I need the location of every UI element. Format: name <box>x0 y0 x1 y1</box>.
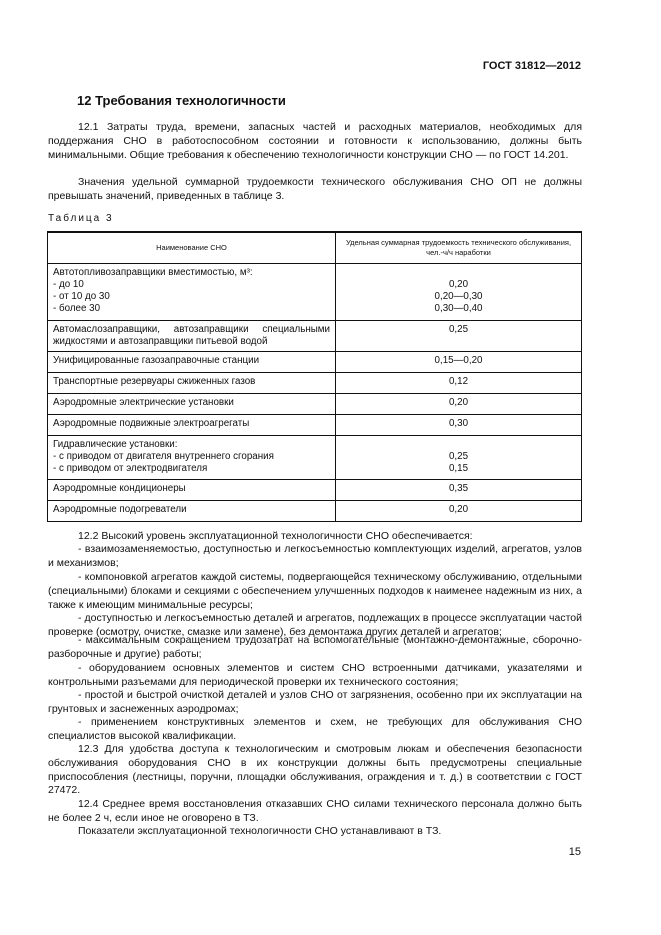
list-item: - простой и быстрой очисткой деталей и узлов СНО от загрязнения, особенно при их эксплуатации на грунтовых и заснеженных аэродромах; <box>48 689 582 715</box>
list-item: - доступностью и легкосъемностью деталей и агрегатов, подлежащих в процессе эксплуатации частой проверке (осмотру, очистке, смазке или замене), без демонтажа других деталей и агрегатов; <box>48 612 582 638</box>
page-number: 15 <box>568 846 581 858</box>
section-title: 12 Требования технологичности <box>77 93 286 108</box>
table-row: Аэродромные подогреватели 0,20 <box>48 500 582 521</box>
list-item: - компоновкой агрегатов каждой системы, подвергающейся техническому обслуживанию, отдельными (специальными) блоками и секциями с обеспечением улучшенных подходов к наименее надежным из них, а также к имеющим минимальные ресурсы; <box>48 571 582 611</box>
table-header-value: Удельная суммарная трудоемкость технического обслуживания, чел.-ч/ч наработки <box>336 232 582 263</box>
list-item: - применением конструктивных элементов и схем, не требующих для обслуживания СНО специалистов высокой квалификации. <box>48 716 582 742</box>
table-row: Транспортные резервуары сжиженных газов 0,12 <box>48 372 582 393</box>
paragraph-12-4: 12.4 Среднее время восстановления отказавших СНО силами технического персонала должно быть не более 2 ч, если иное не оговорено в ТЗ. <box>48 798 582 824</box>
list-item: - оборудованием основных элементов и систем СНО встроенными датчиками, указателями и контрольными разъемами для периодической проверки их технического состояния; <box>48 662 582 688</box>
standard-code: ГОСТ 31812—2012 <box>482 60 581 72</box>
paragraph-12-1: 12.1 Затраты труда, времени, запасных частей и расходных материалов, необходимых для поддержания СНО в работоспособном состоянии и готовности к использованию, должны быть минимальными. Общие требования к обеспечению технологичности конструкции СНО — по ГОСТ 14.201. <box>48 121 582 161</box>
list-item: - взаимозаменяемостью, доступностью и легкосъемностью комплектующих изделий, агрегатов, узлов и механизмов; <box>48 543 582 569</box>
table-row: Унифицированные газозаправочные станции 0,15—0,20 <box>48 351 582 372</box>
labor-intensity-table <box>47 231 582 522</box>
table-row: Гидравлические установки: - с приводом от двигателя внутреннего сгорания - с приводом от электродвигателя 0,25 0,15 <box>48 435 582 479</box>
table-header-name: Наименование СНО <box>48 232 336 263</box>
list-item: - максимальным сокращением трудозатрат на вспомогательные (монтажно-демонтажные, сборочно-разборочные и другие) работы; <box>48 634 582 660</box>
paragraph-indicators: Показатели эксплуатационной технологичности СНО устанавливают в ТЗ. <box>78 825 442 837</box>
table-row: Автотопливозаправщики вместимостью, м³: - до 10 - от 10 до 30 - более 30 0,20 0,20—0,30 0,30—0,40 <box>48 263 582 320</box>
paragraph-limits: Значения удельной суммарной трудоемкости технического обслуживания СНО ОП не должны превышать значений, приведенных в таблице 3. <box>48 176 582 202</box>
paragraph-12-2: 12.2 Высокий уровень эксплуатационной технологичности СНО обеспечивается: <box>78 530 473 542</box>
table-row: Автомаслозаправщики, автозаправщики специальными жидкостями и автозаправщики питьевой водой 0,25 <box>48 320 582 351</box>
table-caption: Таблица 3 <box>48 213 114 224</box>
table-row: Аэродромные электрические установки 0,20 <box>48 393 582 414</box>
paragraph-12-3: 12.3 Для удобства доступа к технологическим и смотровым люкам и обеспечения безопасности обслуживания оборудования СНО в их конструкции должны быть предусмотрены специальные приспособления (лестницы, поручни, площадки обслуживания, ограждения и т. д.) в соответствии с ГОСТ 27472. <box>48 743 582 797</box>
table-row: Аэродромные подвижные электроагрегаты 0,30 <box>48 414 582 435</box>
table-row: Аэродромные кондиционеры 0,35 <box>48 479 582 500</box>
